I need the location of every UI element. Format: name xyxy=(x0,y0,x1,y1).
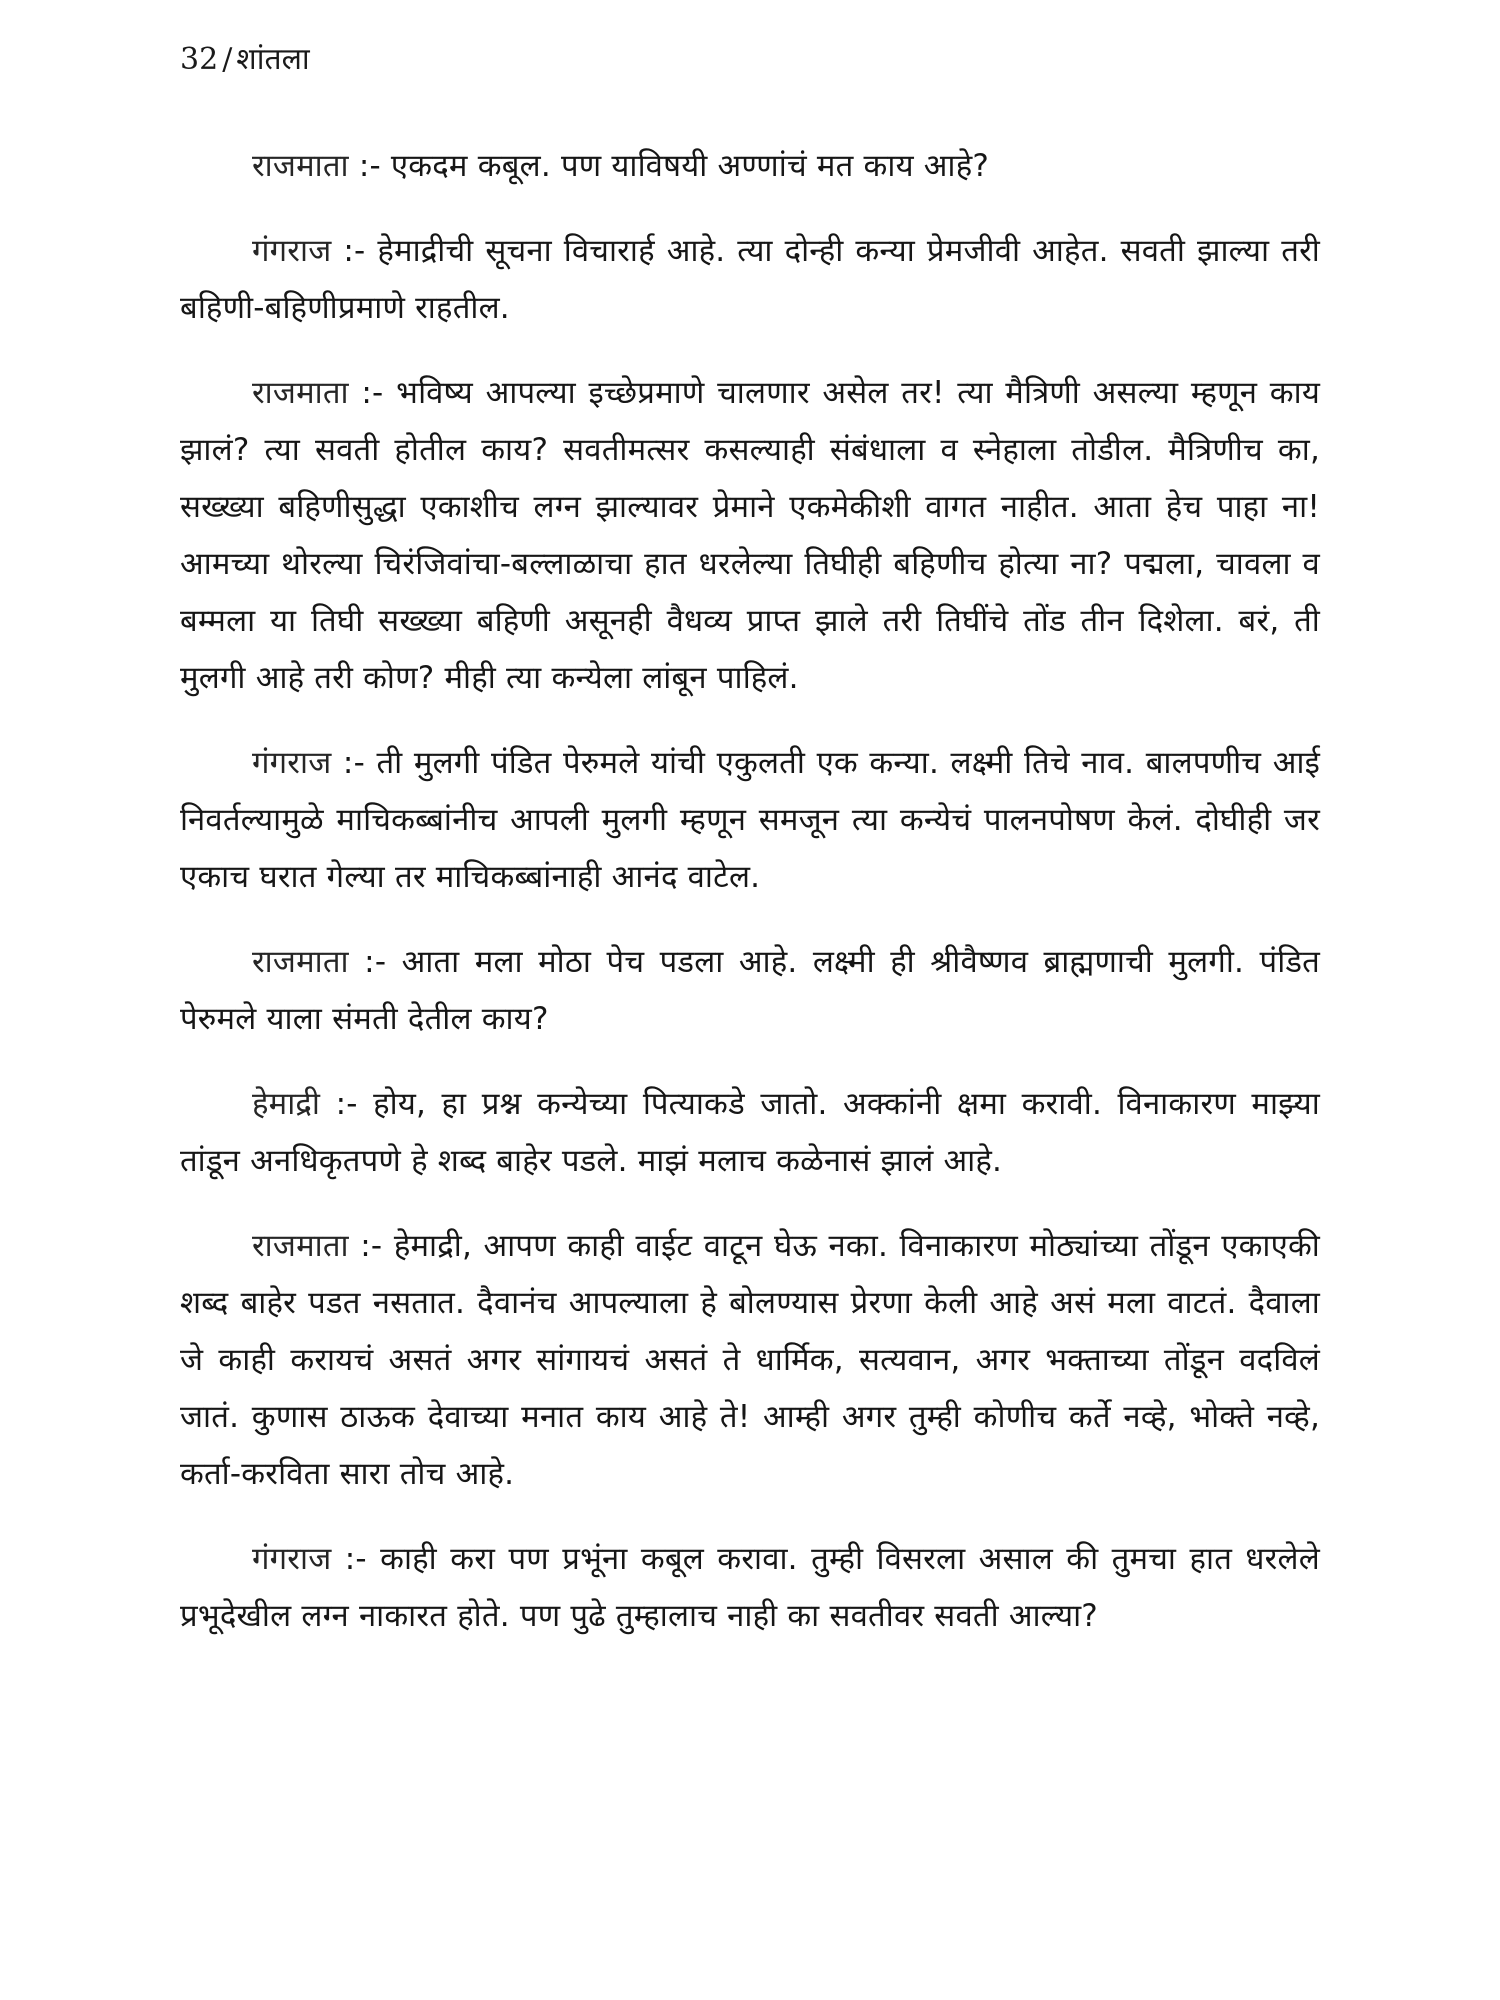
dialogue-paragraph xyxy=(180,934,1320,1048)
speech-text: एकदम कबूल. पण याविषयी अण्णांचं मत काय आहे? xyxy=(390,148,990,184)
dialogue-paragraph xyxy=(180,1531,1320,1645)
speech-marker: :- xyxy=(348,375,397,411)
dialogue-paragraph xyxy=(180,365,1320,707)
dialogue-paragraph xyxy=(180,1076,1320,1190)
speech-marker: :- xyxy=(320,1086,374,1122)
speech-text: हेमाद्रीची सूचना विचारार्ह आहे. त्या दोन्ही कन्या प्रेमजीवी आहेत. सवती झाल्या तरी बहिणी-बहिणीप्रमाणे राहतील. xyxy=(180,233,1320,326)
dialogue-paragraph xyxy=(180,138,1320,195)
book-title: शांतला xyxy=(236,42,310,77)
speech-text: होय, हा प्रश्न कन्येच्या पित्याकडे जातो. अक्कांनी क्षमा करावी. विनाकारण माझ्या तांडून अनधिकृतपणे हे शब्द बाहेर पडले. माझं मलाच कळेनासं झालं आहे. xyxy=(180,1086,1320,1179)
dialogue-paragraph xyxy=(180,735,1320,906)
page-number: 32 xyxy=(180,42,219,77)
speech-text: ती मुलगी पंडित पेरुमले यांची एकुलती एक कन्या. लक्ष्मी तिचे नाव. बालपणीच आई निवर्तल्यामुळे माचिकब्बांनीच आपली मुलगी म्हणून समजून त्या कन्येचं पालनपोषण केलं. दोघीही जर एकाच घरात गेल्या तर माचिकब्बांनाही आनंद वाटेल. xyxy=(180,745,1320,895)
speaker-name: राजमाता xyxy=(252,375,349,411)
speech-marker: :- xyxy=(348,1228,394,1264)
dialogue-body xyxy=(180,138,1320,1645)
speaker-name: राजमाता xyxy=(252,944,349,980)
speech-text: भविष्य आपल्या इच्छेप्रमाणे चालणार असेल तर! त्या मैत्रिणी असल्या म्हणून काय झालं? त्या सवती होतील काय? सवतीमत्सर कसल्याही संबंधाला व स्नेहाला तोडील. मैत्रिणीच का, सख्ख्या बहिणीसुद्धा एकाशीच लग्न झाल्यावर प्रेमाने एकमेकीशी वागत नाहीत. आता हेच पाहा ना! आमच्या थोरल्या चिरंजिवांचा-बल्लाळाचा हात धरलेल्या तिघीही बहिणीच होत्या ना? पद्मला, चावला व बम्मला या तिघी सख्ख्या बहिणी असूनही वैधव्य प्राप्त झाले तरी तिघींचे तोंड तीन दिशेला. बरं, ती मुलगी आहे तरी कोण? मीही त्या कन्येला लांबून पाहिलं. xyxy=(180,375,1321,696)
dialogue-paragraph xyxy=(180,223,1320,337)
header-separator: / xyxy=(222,42,233,77)
speech-marker: :- xyxy=(348,944,402,980)
speaker-name: राजमाता xyxy=(252,148,349,184)
speaker-name: गंगराज xyxy=(252,233,332,269)
speech-marker: :- xyxy=(331,745,377,781)
speech-text: हेमाद्री, आपण काही वाईट वाटून घेऊ नका. विनाकारण मोठ्यांच्या तोंडून एकाएकी शब्द बाहेर पडत नसतात. दैवानंच आपल्याला हे बोलण्यास प्रेरणा केली आहे असं मला वाटतं. दैवाला जे काही करायचं असतं अगर सांगायचं असतं ते धार्मिक, सत्यवान, अगर भक्ताच्या तोंडून वदविलं जातं. कुणास ठाऊक देवाच्या मनात काय आहे ते! आम्ही अगर तुम्ही कोणीच कर्ते नव्हे, भोक्ते नव्हे, कर्ता-करविता सारा तोच आहे. xyxy=(180,1228,1320,1492)
speaker-name: राजमाता xyxy=(252,1228,349,1264)
speech-text: काही करा पण प्रभूंना कबूल करावा. तुम्ही विसरला असाल की तुमचा हात धरलेले प्रभूदेखील लग्न नाकारत होते. पण पुढे तुम्हालाच नाही का सवतीवर सवती आल्या? xyxy=(180,1541,1320,1634)
running-head xyxy=(180,40,1320,80)
speech-marker: :- xyxy=(348,148,391,184)
speech-text: आता मला मोठा पेच पडला आहे. लक्ष्मी ही श्रीवैष्णव ब्राह्मणाची मुलगी. पंडित पेरुमले याला संमती देतील काय? xyxy=(180,944,1320,1037)
speaker-name: हेमाद्री xyxy=(252,1086,321,1122)
speaker-name: गंगराज xyxy=(252,1541,332,1577)
speaker-name: गंगराज xyxy=(252,745,332,781)
speech-marker: :- xyxy=(331,233,378,269)
speech-marker: :- xyxy=(331,1541,381,1577)
dialogue-paragraph xyxy=(180,1218,1320,1503)
